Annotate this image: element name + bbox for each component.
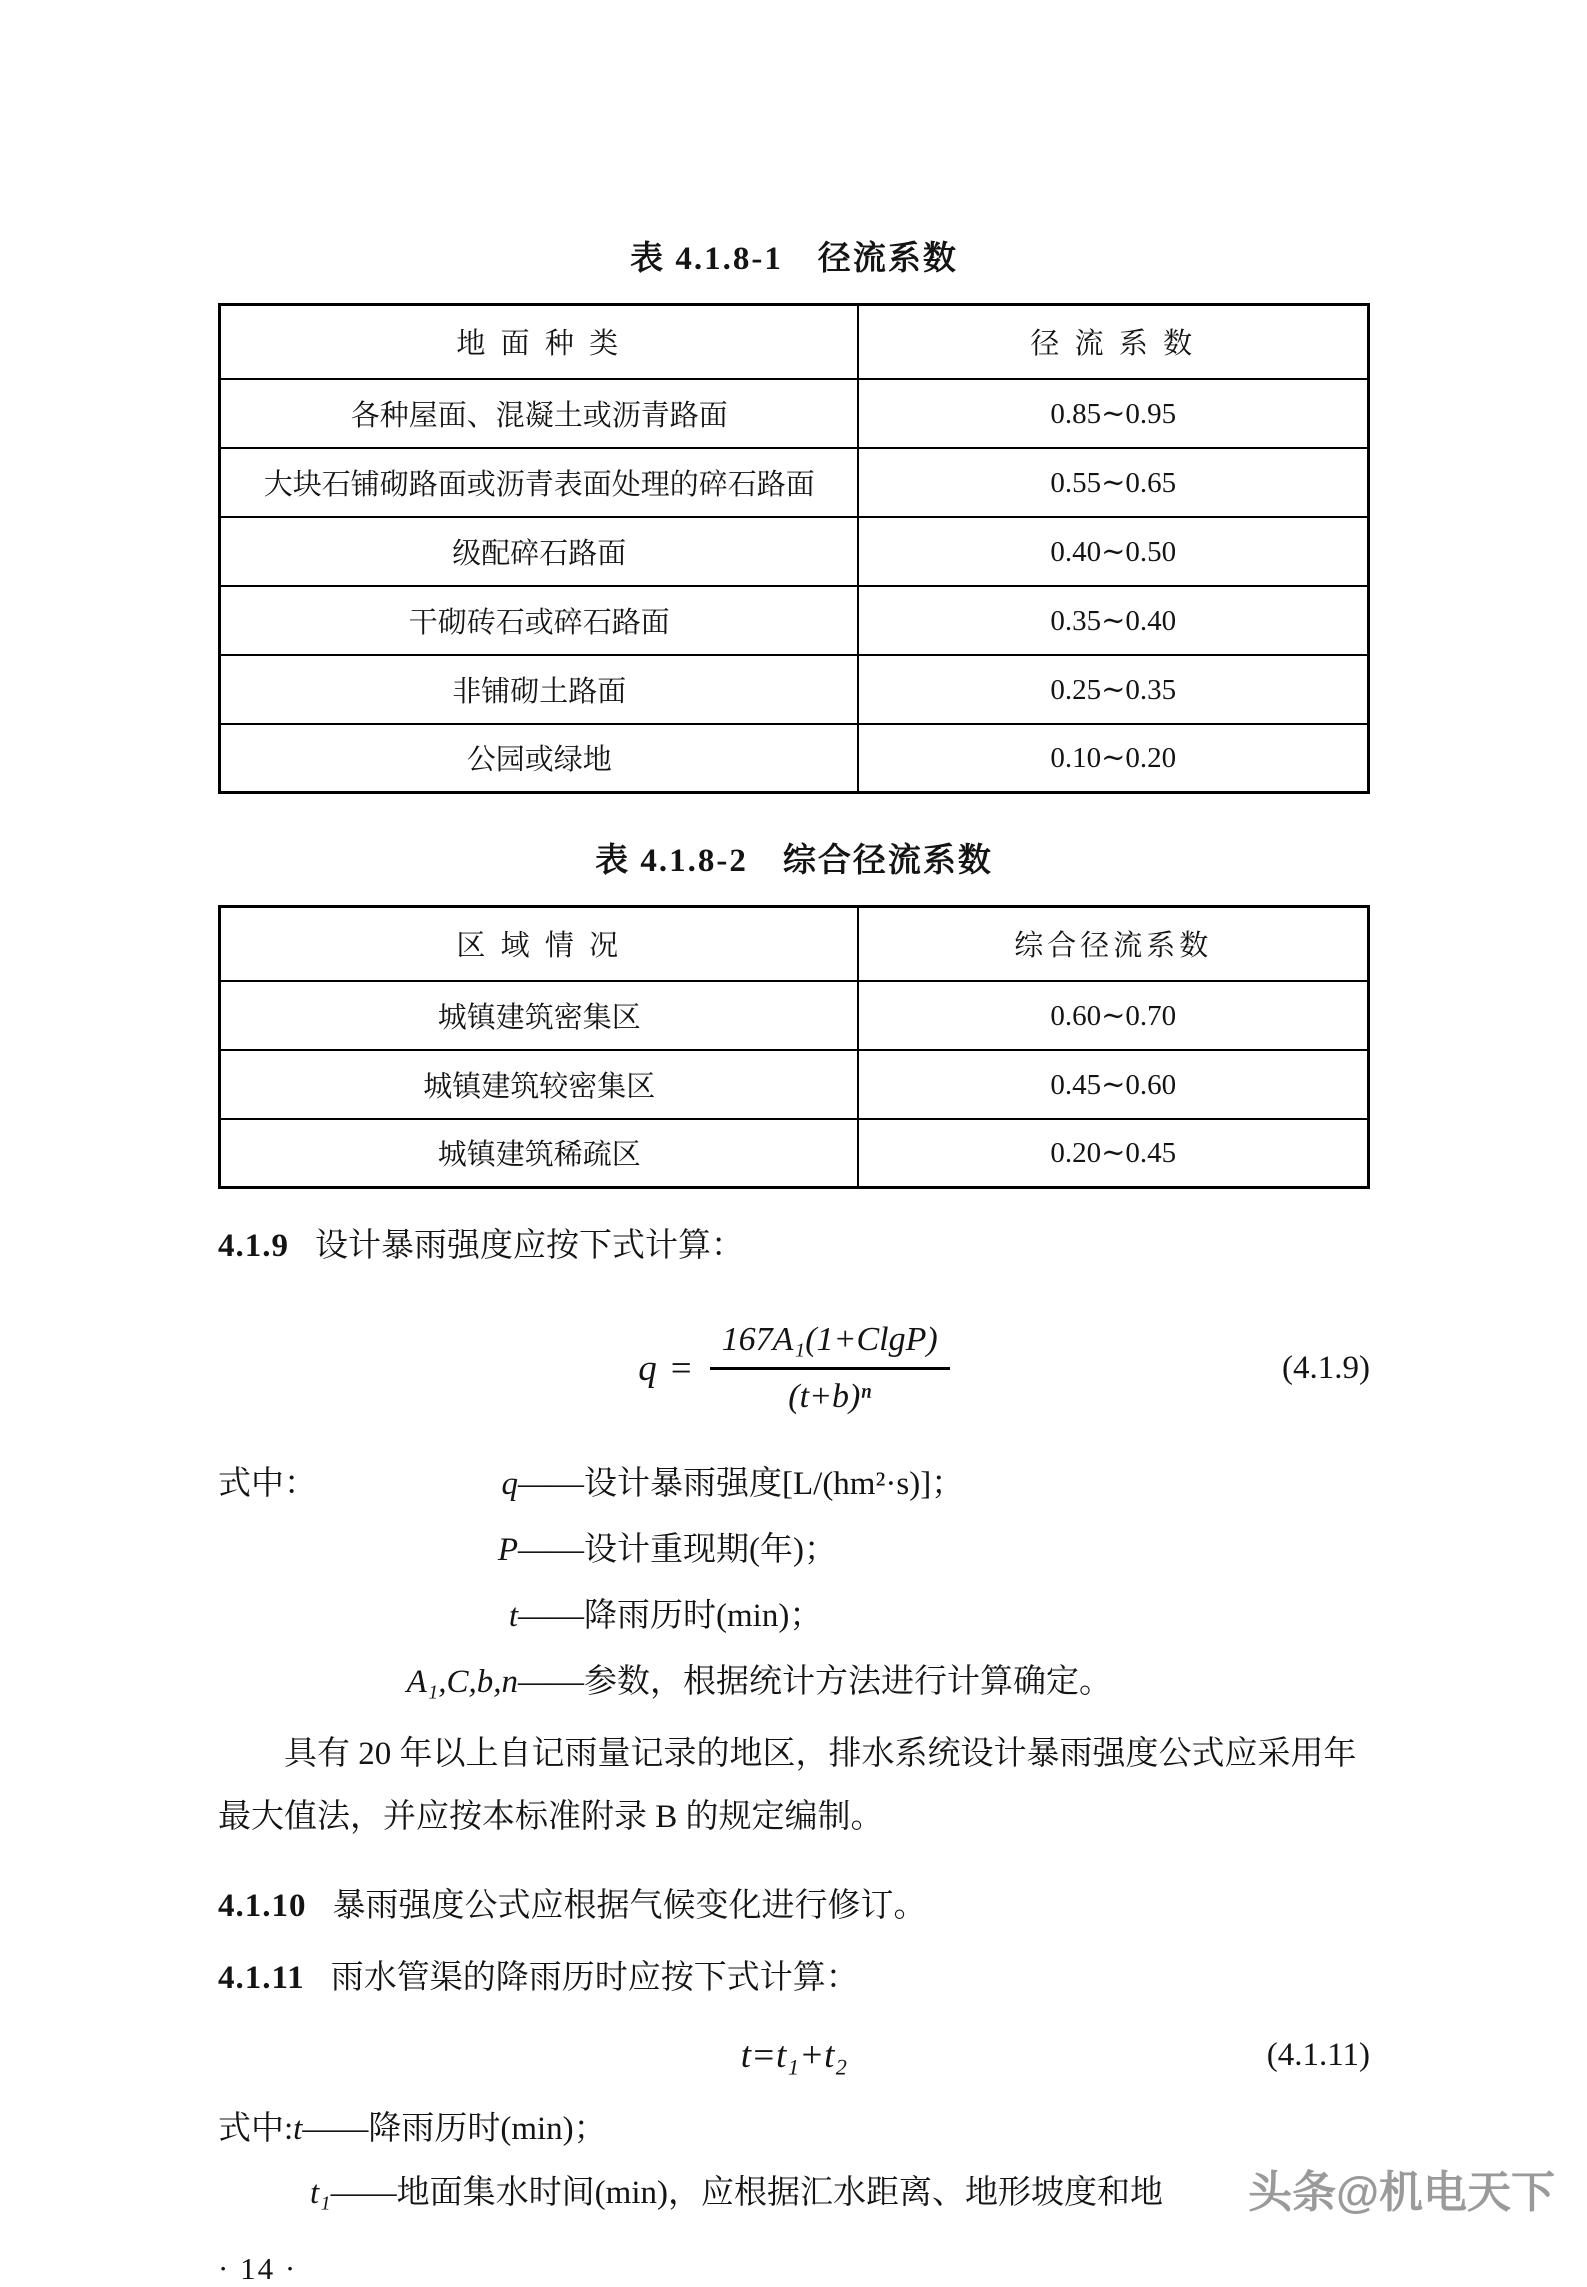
table-cell: 0.60∼0.70 — [858, 981, 1368, 1050]
definition-row — [218, 1649, 1370, 1715]
clause-number: 4.1.10 — [218, 1888, 307, 1924]
where-line — [218, 2097, 1370, 2161]
table-header-row — [220, 907, 1369, 981]
definition-text: ——地面集水时间(min)，应根据汇水距离、地形坡度和地 — [330, 2175, 1163, 2211]
table2-title: 表 4.1.8-2 综合径流系数 — [595, 843, 993, 879]
table-cell: 0.40∼0.50 — [858, 517, 1368, 586]
where-label: 式中: — [218, 2111, 294, 2147]
formula-lhs: q — [638, 1347, 657, 1389]
table-row — [220, 655, 1369, 724]
table-cell: 城镇建筑较密集区 — [220, 1050, 859, 1119]
where-line — [310, 2161, 1370, 2225]
definition-symbol-box — [218, 1517, 518, 1583]
definition-text: ——设计重现期(年)； — [518, 1532, 837, 1568]
table-row — [220, 586, 1369, 655]
table-row — [220, 379, 1369, 448]
page-number: · 14 · — [218, 2251, 298, 2286]
table-cell: 非铺砌土路面 — [220, 655, 859, 724]
table-cell: 0.45∼0.60 — [858, 1050, 1368, 1119]
definition-text: ——降雨历时(min)； — [518, 1598, 823, 1634]
table1-title: 表 4.1.8-1 径流系数 — [630, 241, 958, 277]
table-row — [220, 1119, 1369, 1188]
definition-symbol-box — [218, 1649, 518, 1715]
table-row — [220, 724, 1369, 793]
equals-sign: = — [670, 1347, 692, 1389]
formula-4-1-9 — [218, 1303, 1370, 1433]
definition-text: ——设计暴雨强度[L/(hm²·s)]； — [518, 1466, 965, 1502]
composite-runoff-coefficient-table — [218, 905, 1370, 1189]
definition-text: ——降雨历时(min)； — [302, 2111, 607, 2147]
paragraph: 具有 20 年以上自记雨量记录的地区，排水系统设计暴雨强度公式应采用年最大值法，并应按本标准附录 B 的规定编制。 — [218, 1736, 1357, 1835]
table-cell: 0.20∼0.45 — [858, 1119, 1368, 1188]
fraction-numerator: 167A₁(1+ClgP) — [710, 1321, 950, 1370]
definition-text: ——参数，根据统计方法进行计算确定。 — [518, 1664, 1112, 1700]
formula-4-1-11 — [218, 2023, 1370, 2087]
definition-row — [218, 1517, 1370, 1583]
table-cell: 0.55∼0.65 — [858, 448, 1368, 517]
table2-col1-header: 区 域 情 况 — [220, 907, 859, 981]
watermark: 头条@机电天下 — [1248, 2168, 1555, 2217]
definition-symbol: t — [508, 1598, 518, 1634]
table-cell: 公园或绿地 — [220, 724, 859, 793]
table-row — [220, 517, 1369, 586]
formula-body: t=t₁+t₂ — [740, 2034, 848, 2076]
fraction-denominator: (t+b)ⁿ — [788, 1377, 872, 1415]
table-row — [220, 448, 1369, 517]
definition-symbol-box — [218, 1451, 518, 1517]
clause-4-1-9 — [218, 1215, 1370, 1277]
clause-4-1-10 — [218, 1875, 1370, 1937]
definition-row — [218, 1583, 1370, 1649]
definition-symbol: t — [293, 2111, 303, 2147]
spacer — [218, 794, 1370, 834]
table-cell: 各种屋面、混凝土或沥青路面 — [220, 379, 859, 448]
page-content — [218, 232, 1370, 2287]
table-cell: 城镇建筑稀疏区 — [220, 1119, 859, 1188]
table1-col1-header: 地 面 种 类 — [220, 305, 859, 379]
table-row — [220, 1050, 1369, 1119]
runoff-coefficient-table — [218, 303, 1370, 794]
table-cell: 干砌砖石或碎石路面 — [220, 586, 859, 655]
definition-symbol: A₁,C,b,n — [406, 1664, 518, 1700]
definition-symbol: q — [501, 1466, 518, 1502]
equation-tag: (4.1.11) — [1266, 2036, 1370, 2073]
clause-text: 雨水管渠的降雨历时应按下式计算： — [330, 1960, 859, 1996]
table-cell: 0.25∼0.35 — [858, 655, 1368, 724]
table-header-row — [220, 305, 1369, 379]
clause-number: 4.1.9 — [218, 1228, 289, 1264]
table-cell: 城镇建筑密集区 — [220, 981, 859, 1050]
definition-symbol: P — [497, 1532, 518, 1568]
table-cell: 大块石铺砌路面或沥青表面处理的碎石路面 — [220, 448, 859, 517]
clause-4-1-11 — [218, 1947, 1370, 2009]
table-cell: 0.10∼0.20 — [858, 724, 1368, 793]
clause-text: 设计暴雨强度应按下式计算： — [315, 1228, 744, 1264]
table-cell: 0.85∼0.95 — [858, 379, 1368, 448]
clause-text: 暴雨强度公式应根据气候变化进行修订。 — [332, 1888, 927, 1924]
definition-symbol: t₁ — [310, 2175, 331, 2211]
table2-col2-header: 综合径流系数 — [858, 907, 1368, 981]
table-cell: 0.35∼0.40 — [858, 586, 1368, 655]
definition-row — [218, 1451, 1370, 1517]
table-row — [220, 981, 1369, 1050]
table-cell: 级配碎石路面 — [220, 517, 859, 586]
where-label: 式中： — [218, 1466, 317, 1502]
clause-number: 4.1.11 — [218, 1960, 305, 1996]
definition-symbol-box — [218, 1583, 518, 1649]
fraction — [710, 1321, 950, 1416]
equation-tag: (4.1.9) — [1282, 1349, 1370, 1386]
table1-col2-header: 径 流 系 数 — [858, 305, 1368, 379]
